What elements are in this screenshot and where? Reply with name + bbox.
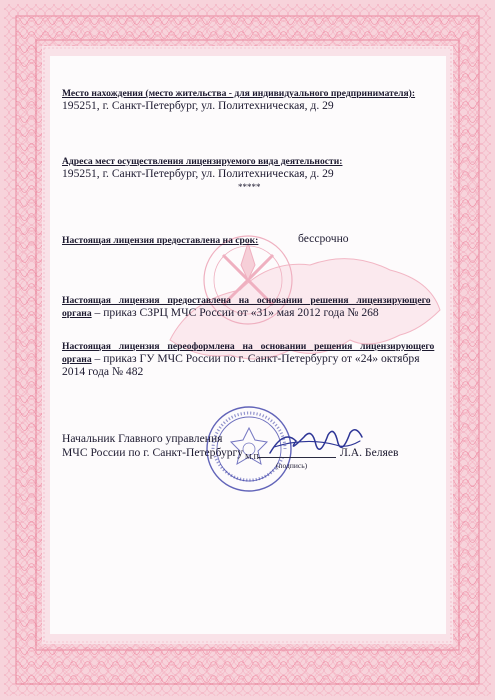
separator-stars: *****	[238, 182, 261, 192]
location-value: 195251, г. Санкт-Петербург, ул. Политехническая, д. 29	[62, 99, 334, 112]
activity-addresses-value: 195251, г. Санкт-Петербург, ул. Политехническая, д. 29	[62, 167, 334, 180]
basis-label-line2: органа	[62, 308, 92, 319]
location-label: Место нахождения (место жительства - для индивидуального предпринимателя):	[62, 88, 416, 99]
signature-caption: (подпись)	[276, 461, 308, 470]
signature-line	[258, 457, 336, 458]
signatory-title-line1: Начальник Главного управления	[62, 432, 223, 445]
reissue-dash: –	[91, 352, 104, 365]
term-value: бессрочно	[298, 232, 349, 245]
activity-addresses-label: Адреса мест осуществления лицензируемого вида деятельности:	[62, 156, 343, 167]
basis-dash: –	[91, 306, 104, 319]
basis-value: приказ СЗРЦ МЧС России от «31» мая 2012 года № 268	[103, 306, 379, 319]
reissue-label-line1: Настоящая лицензия переоформлена на основании решения лицензирующего	[62, 341, 435, 352]
basis-label-line1: Настоящая лицензия предоставлена на основании решения лицензирующего	[62, 295, 431, 306]
term-label: Настоящая лицензия предоставлена на срок:	[62, 235, 259, 246]
reissue-label-line2: органа	[62, 354, 92, 365]
signatory-name: Л.А. Беляев	[340, 446, 399, 459]
reissue-value-line2: приказ ГУ МЧС России по г. Санкт-Петербургу от «24» октября	[103, 352, 420, 365]
stamp-place: М.П.	[245, 452, 261, 461]
signatory-title-line2: МЧС России по г. Санкт-Петербургу	[62, 446, 244, 459]
reissue-value-line3: 2014 года № 482	[62, 365, 144, 378]
basis-line2	[62, 306, 379, 321]
